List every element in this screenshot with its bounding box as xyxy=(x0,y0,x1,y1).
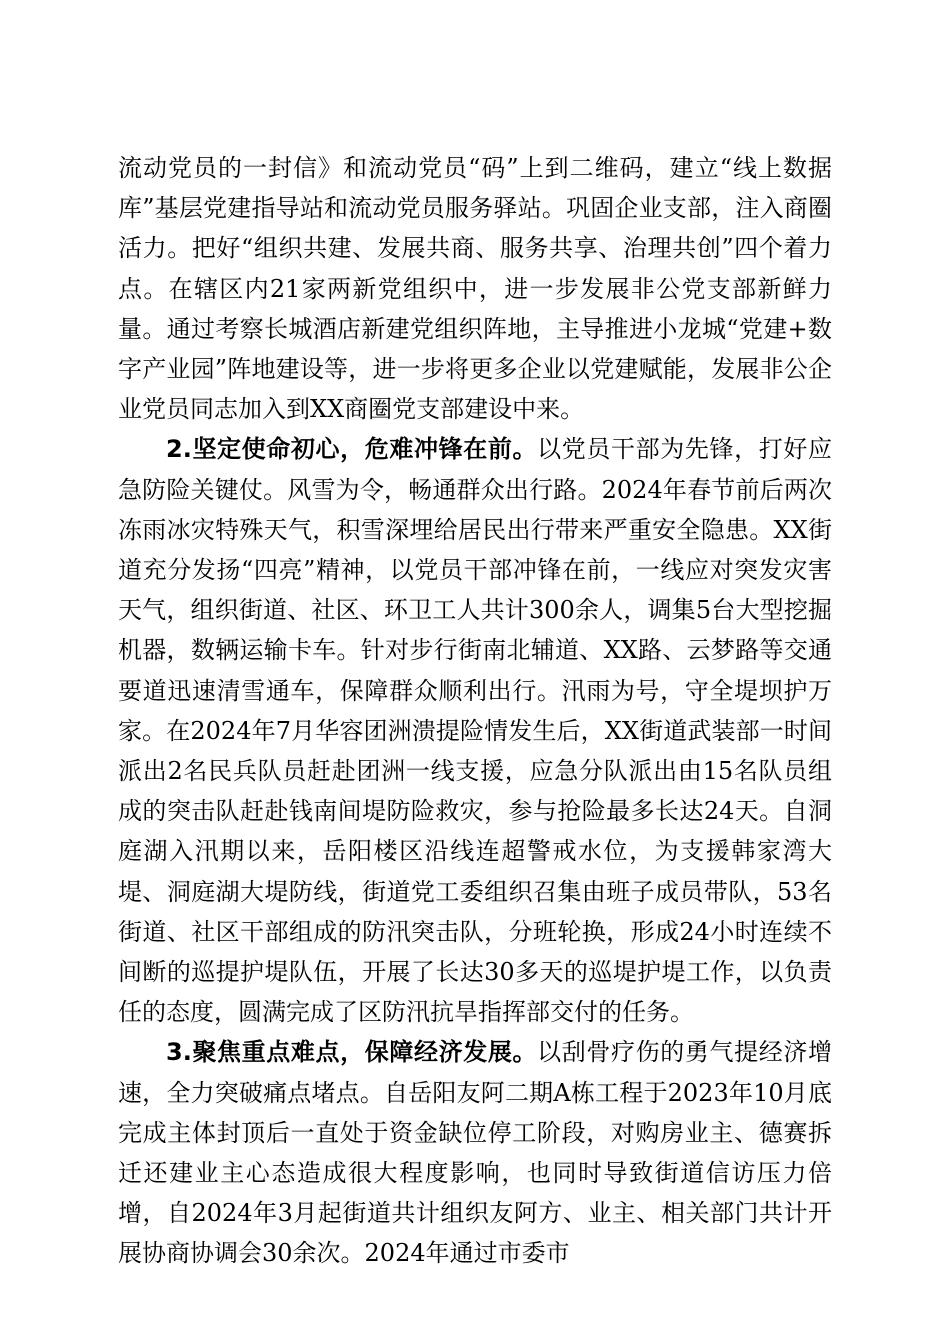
paragraph-1-text: 流动党员的一封信》和流动党员“码”上到二维码，建立“线上数据库”基层党建指导站和流动党员服务驿站。巩固企业支部，注入商圈活力。把好“组织共建、发展共商、服务共享、治理共创”四个着力点。在辖区内21家两新党组织中，进一步发展非公党支部新鲜力量。通过考察长城酒店新建党组织阵地，主导推进小龙城“党建+数字产业园”阵地建设等，进一步将更多企业以党建赋能，发展非公企业党员同志加入到XX商圈党支部建设中来。 xyxy=(118,154,832,424)
paragraph-3-heading: 3.聚焦重点难点，保障经济发展。 xyxy=(166,1038,538,1067)
document-body xyxy=(118,148,832,1274)
paragraph-1 xyxy=(118,148,832,429)
paragraph-2-text: 以党员干部为先锋，打好应急防险关键仗。风雪为令，畅通群众出行路。2024年春节前后两次冻雨冰灾特殊天气，积雪深埋给居民出行带来严重安全隐患。XX街道充分发扬“四亮”精神，以党员干部冲锋在前，一线应对突发灾害天气，组织街道、社区、环卫工人共计300余人，调集5台大型挖掘机器，数辆运输卡车。针对步行街南北辅道、XX路、云梦路等交通要道迅速清雪通车，保障群众顺利出行。汛雨为号，守全堤坝护万家。在2024年7月华容团洲溃提险情发生后，XX街道武装部一时间派出2名民兵队员赶赴团洲一线支援，应急分队派出由15名队员组成的突击队赶赴钱南间堤防险救灾，参与抢险最多长达24天。自洞庭湖入汛期以来，岳阳楼区沿线连超警戒水位，为支援韩家湾大堤、洞庭湖大堤防线，街道党工委组织召集由班子成员带队，53名街道、社区干部组成的防汛突击队，分班轮换，形成24小时连续不间断的巡提护堤队伍，开展了长达30多天的巡堤护堤工作，以负责任的态度，圆满完成了区防汛抗旱指挥部交付的任务。 xyxy=(118,435,832,1027)
paragraph-2 xyxy=(118,429,832,1032)
paragraph-3 xyxy=(118,1032,832,1273)
paragraph-2-heading: 2.坚定使命初心，危难冲锋在前。 xyxy=(166,435,538,464)
paragraph-3-text: 以刮骨疗伤的勇气提经济增速，全力突破痛点堵点。自岳阳友阿二期A栋工程于2023年10月底完成主体封顶后一直处于资金缺位停工阶段，对购房业主、德赛拆迁还建业主心态造成很大程度影响，也同时导致街道信访压力倍增，自2024年3月起街道共计组织友阿方、业主、相关部门共计开展协商协调会30余次。2024年通过市委市 xyxy=(118,1038,832,1268)
